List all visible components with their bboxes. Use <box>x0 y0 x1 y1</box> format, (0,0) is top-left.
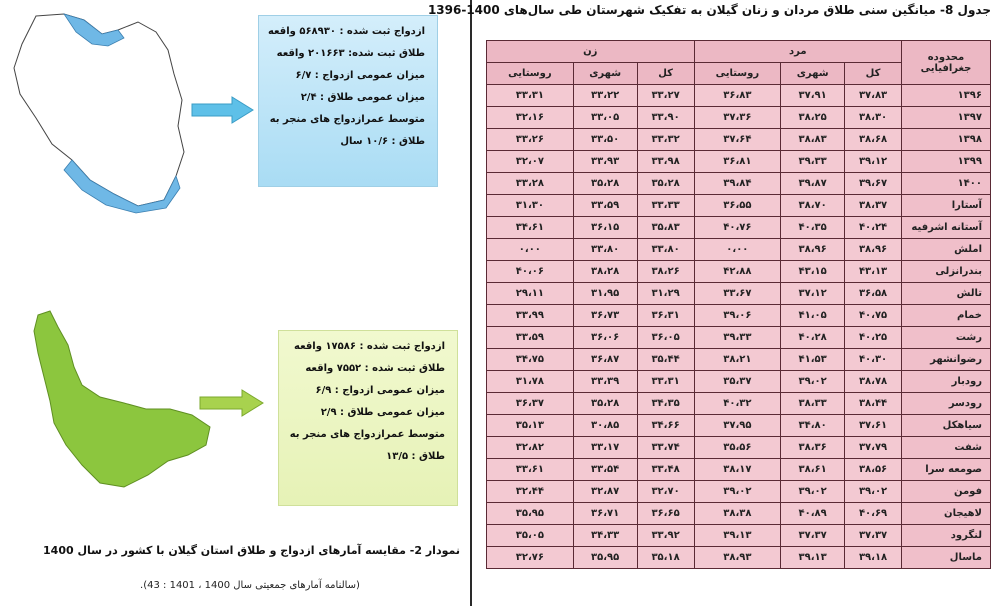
men-urban-cell: ۴۰،۲۸ <box>781 327 845 349</box>
men-urban-cell: ۳۷،۳۷ <box>781 525 845 547</box>
left-panel <box>0 0 470 606</box>
table-row <box>487 305 991 327</box>
region-cell: املش <box>902 239 991 261</box>
men-total-cell: ۳۹،۱۸ <box>845 547 902 569</box>
women-total-cell: ۳۳،۳۳ <box>637 195 694 217</box>
men-total-cell: ۴۰،۲۴ <box>845 217 902 239</box>
men-urban-cell: ۳۹،۰۲ <box>781 481 845 503</box>
table-row <box>487 283 991 305</box>
men-urban-cell: ۴۱،۵۳ <box>781 349 845 371</box>
stat-line: طلاق : ۱۰/۶ سال <box>340 136 425 147</box>
table-body <box>487 85 991 569</box>
table-row <box>487 327 991 349</box>
men-urban-cell: ۳۸،۸۳ <box>781 129 845 151</box>
table-row <box>487 459 991 481</box>
men-total-cell: ۳۷،۸۳ <box>845 85 902 107</box>
men-rural-cell: ۳۶،۸۱ <box>694 151 781 173</box>
men-total-cell: ۳۸،۴۴ <box>845 393 902 415</box>
men-rural-cell: ۳۸،۲۱ <box>694 349 781 371</box>
stat-line: طلاق : ۱۳/۵ <box>386 451 445 462</box>
stat-line: میزان عمومی طلاق : ۲/۹ <box>320 407 445 418</box>
women-urban-cell: ۳۵،۲۸ <box>573 393 637 415</box>
women-urban-cell: ۳۳،۵۰ <box>573 129 637 151</box>
table-row <box>487 261 991 283</box>
women-rural-cell: ۳۶،۳۷ <box>487 393 574 415</box>
region-cell: رودبار <box>902 371 991 393</box>
women-total-cell: ۳۵،۴۴ <box>637 349 694 371</box>
divorce-age-table <box>486 40 991 569</box>
men-rural-cell: ۳۷،۶۴ <box>694 129 781 151</box>
gilan-map <box>20 305 220 505</box>
stat-line: میزان عمومی طلاق : ۲/۴ <box>300 92 425 103</box>
men-rural-header: روستایی <box>694 63 781 85</box>
men-urban-header: شهری <box>781 63 845 85</box>
region-cell: آستانه اشرفیه <box>902 217 991 239</box>
women-rural-cell: ۳۴،۷۵ <box>487 349 574 371</box>
women-total-cell: ۳۶،۶۵ <box>637 503 694 525</box>
women-urban-cell: ۳۳،۸۰ <box>573 239 637 261</box>
men-rural-cell: ۳۵،۵۶ <box>694 437 781 459</box>
women-rural-cell: ۳۴،۶۱ <box>487 217 574 239</box>
stat-line: طلاق ثبت شده : ۷۵۵۲ واقعه <box>305 363 445 374</box>
men-rural-cell: ۴۰،۳۲ <box>694 393 781 415</box>
stat-line: ازدواج ثبت شده : ۵۶۸۹۳۰ واقعه <box>267 26 425 37</box>
region-cell: لنگرود <box>902 525 991 547</box>
men-urban-cell: ۴۳،۱۵ <box>781 261 845 283</box>
women-urban-cell: ۳۳،۰۵ <box>573 107 637 129</box>
table-title: جدول 8- میانگین سنی طلاق مردان و زنان گیلان به تفکیک شهرستان طی سال‌های 1400-1396 <box>427 3 991 17</box>
men-rural-cell: ۰،۰۰ <box>694 239 781 261</box>
men-urban-cell: ۴۰،۸۹ <box>781 503 845 525</box>
table-row <box>487 129 991 151</box>
men-total-cell: ۴۰،۶۹ <box>845 503 902 525</box>
men-total-cell: ۳۸،۹۶ <box>845 239 902 261</box>
region-cell: تالش <box>902 283 991 305</box>
men-urban-cell: ۳۹،۳۳ <box>781 151 845 173</box>
women-total-cell: ۳۳،۳۲ <box>637 129 694 151</box>
men-total-cell: ۳۷،۷۹ <box>845 437 902 459</box>
region-cell: رشت <box>902 327 991 349</box>
men-rural-cell: ۳۷،۹۵ <box>694 415 781 437</box>
men-total-cell: ۴۳،۱۳ <box>845 261 902 283</box>
women-total-cell: ۳۳،۹۲ <box>637 525 694 547</box>
men-urban-cell: ۳۹،۸۷ <box>781 173 845 195</box>
women-total-cell: ۳۳،۷۴ <box>637 437 694 459</box>
women-urban-cell: ۳۸،۲۸ <box>573 261 637 283</box>
region-cell: ۱۴۰۰ <box>902 173 991 195</box>
women-total-cell: ۳۲،۷۰ <box>637 481 694 503</box>
women-rural-cell: ۳۲،۰۷ <box>487 151 574 173</box>
table-row <box>487 415 991 437</box>
men-total-cell: ۳۷،۳۷ <box>845 525 902 547</box>
men-urban-cell: ۳۹،۱۳ <box>781 547 845 569</box>
stat-line: متوسط عمرازدواج های منجر به <box>289 429 445 440</box>
men-rural-cell: ۳۶،۵۵ <box>694 195 781 217</box>
men-rural-cell: ۳۵،۳۷ <box>694 371 781 393</box>
region-cell: شفت <box>902 437 991 459</box>
men-rural-cell: ۳۸،۹۳ <box>694 547 781 569</box>
women-rural-cell: ۳۳،۲۸ <box>487 173 574 195</box>
women-total-cell: ۳۶،۳۱ <box>637 305 694 327</box>
men-urban-cell: ۳۸،۳۶ <box>781 437 845 459</box>
women-rural-cell: ۳۵،۱۳ <box>487 415 574 437</box>
women-urban-cell: ۳۶،۱۵ <box>573 217 637 239</box>
women-urban-cell: ۳۳،۳۹ <box>573 371 637 393</box>
region-cell: خمام <box>902 305 991 327</box>
women-rural-cell: ۳۳،۳۱ <box>487 85 574 107</box>
women-total-header: کل <box>637 63 694 85</box>
women-urban-cell: ۳۱،۹۵ <box>573 283 637 305</box>
women-rural-cell: ۳۵،۹۵ <box>487 503 574 525</box>
women-urban-cell: ۳۶،۰۶ <box>573 327 637 349</box>
men-total-cell: ۳۶،۵۸ <box>845 283 902 305</box>
men-urban-cell: ۳۹،۰۲ <box>781 371 845 393</box>
men-rural-cell: ۳۸،۳۸ <box>694 503 781 525</box>
men-total-cell: ۳۸،۳۷ <box>845 195 902 217</box>
women-total-cell: ۳۳،۳۱ <box>637 371 694 393</box>
region-cell: لاهیجان <box>902 503 991 525</box>
stat-line: میزان عمومی ازدواج : ۶/۷ <box>295 70 425 81</box>
women-total-cell: ۳۱،۲۹ <box>637 283 694 305</box>
men-rural-cell: ۳۹،۳۳ <box>694 327 781 349</box>
men-rural-cell: ۳۹،۰۶ <box>694 305 781 327</box>
figure-source: (سالنامه آمارهای جمعیتی سال 1400 ، 1401 : 43). <box>140 580 360 591</box>
men-rural-cell: ۳۳،۶۷ <box>694 283 781 305</box>
table-row <box>487 503 991 525</box>
women-urban-cell: ۳۶،۷۳ <box>573 305 637 327</box>
men-total-cell: ۳۸،۶۸ <box>845 129 902 151</box>
men-urban-cell: ۳۸،۷۰ <box>781 195 845 217</box>
women-total-cell: ۳۳،۹۸ <box>637 151 694 173</box>
table-row <box>487 371 991 393</box>
men-rural-cell: ۳۹،۰۲ <box>694 481 781 503</box>
women-total-cell: ۳۴،۳۵ <box>637 393 694 415</box>
men-total-cell: ۳۹،۱۲ <box>845 151 902 173</box>
women-rural-cell: ۳۳،۵۹ <box>487 327 574 349</box>
women-total-cell: ۳۸،۲۶ <box>637 261 694 283</box>
women-urban-cell: ۳۵،۹۵ <box>573 547 637 569</box>
region-cell: صومعه سرا <box>902 459 991 481</box>
table-row <box>487 239 991 261</box>
stat-line: متوسط عمرازدواج های منجر به <box>269 114 425 125</box>
region-cell: ۱۳۹۸ <box>902 129 991 151</box>
stat-line: میزان عمومی ازدواج : ۶/۹ <box>315 385 445 396</box>
women-rural-cell: ۳۱،۳۰ <box>487 195 574 217</box>
women-total-cell: ۳۳،۲۷ <box>637 85 694 107</box>
men-urban-cell: ۳۷،۱۲ <box>781 283 845 305</box>
table-row <box>487 525 991 547</box>
stat-line: طلاق ثبت شده: ۲۰۱۶۶۳ واقعه <box>276 48 425 59</box>
arrow-right-icon <box>198 388 266 418</box>
men-urban-cell: ۳۷،۹۱ <box>781 85 845 107</box>
region-cell: ماسال <box>902 547 991 569</box>
women-urban-cell: ۳۶،۷۱ <box>573 503 637 525</box>
figure-caption: نمودار 2- مقایسه آمارهای ازدواج و طلاق استان گیلان با کشور در سال 1400 <box>43 544 460 557</box>
region-cell: رودسر <box>902 393 991 415</box>
women-rural-cell: ۳۲،۱۶ <box>487 107 574 129</box>
women-rural-cell: ۳۳،۹۹ <box>487 305 574 327</box>
table-row <box>487 173 991 195</box>
men-rural-cell: ۳۹،۸۴ <box>694 173 781 195</box>
region-cell: ۱۳۹۷ <box>902 107 991 129</box>
stat-line: ازدواج ثبت شده : ۱۷۵۸۶ واقعه <box>294 341 445 352</box>
gilan-stats-box <box>278 330 458 506</box>
region-cell: ۱۳۹۹ <box>902 151 991 173</box>
region-cell: رضوانشهر <box>902 349 991 371</box>
men-rural-cell: ۴۲،۸۸ <box>694 261 781 283</box>
table-row <box>487 85 991 107</box>
women-urban-cell: ۳۴،۳۳ <box>573 525 637 547</box>
women-urban-cell: ۳۰،۸۵ <box>573 415 637 437</box>
table-row <box>487 195 991 217</box>
region-cell: ۱۳۹۶ <box>902 85 991 107</box>
women-rural-cell: ۳۲،۸۲ <box>487 437 574 459</box>
men-rural-cell: ۳۹،۱۳ <box>694 525 781 547</box>
men-group-header: مرد <box>694 41 901 63</box>
men-urban-cell: ۳۸،۳۳ <box>781 393 845 415</box>
region-cell: آستارا <box>902 195 991 217</box>
women-urban-cell: ۳۳،۲۲ <box>573 85 637 107</box>
women-rural-cell: ۳۳،۲۶ <box>487 129 574 151</box>
women-rural-cell: ۰،۰۰ <box>487 239 574 261</box>
women-urban-cell: ۳۳،۹۳ <box>573 151 637 173</box>
women-urban-cell: ۳۳،۵۴ <box>573 459 637 481</box>
women-total-cell: ۳۳،۹۰ <box>637 107 694 129</box>
table-row <box>487 151 991 173</box>
women-rural-cell: ۲۹،۱۱ <box>487 283 574 305</box>
region-header: محدوده جغرافیایی <box>902 41 991 85</box>
women-group-header: زن <box>487 41 695 63</box>
arrow-right-icon <box>190 95 256 125</box>
men-total-cell: ۳۸،۳۰ <box>845 107 902 129</box>
women-total-cell: ۳۳،۴۸ <box>637 459 694 481</box>
right-panel <box>427 0 999 606</box>
women-rural-cell: ۳۲،۷۶ <box>487 547 574 569</box>
men-urban-cell: ۳۴،۸۰ <box>781 415 845 437</box>
women-total-cell: ۳۵،۸۳ <box>637 217 694 239</box>
women-rural-cell: ۳۱،۷۸ <box>487 371 574 393</box>
region-cell: فومن <box>902 481 991 503</box>
women-total-cell: ۳۴،۶۶ <box>637 415 694 437</box>
men-urban-cell: ۴۱،۰۵ <box>781 305 845 327</box>
table-row <box>487 349 991 371</box>
men-total-cell: ۴۰،۲۵ <box>845 327 902 349</box>
women-urban-cell: ۳۳،۱۷ <box>573 437 637 459</box>
men-urban-cell: ۳۸،۶۱ <box>781 459 845 481</box>
men-total-header: کل <box>845 63 902 85</box>
women-urban-cell: ۳۶،۸۷ <box>573 349 637 371</box>
men-total-cell: ۳۹،۶۷ <box>845 173 902 195</box>
table-row <box>487 217 991 239</box>
men-urban-cell: ۳۸،۹۶ <box>781 239 845 261</box>
women-rural-header: روستایی <box>487 63 574 85</box>
men-total-cell: ۳۹،۰۲ <box>845 481 902 503</box>
men-total-cell: ۳۸،۵۶ <box>845 459 902 481</box>
women-urban-cell: ۳۵،۲۸ <box>573 173 637 195</box>
women-urban-cell: ۳۳،۵۹ <box>573 195 637 217</box>
table-row <box>487 437 991 459</box>
men-rural-cell: ۳۷،۳۶ <box>694 107 781 129</box>
women-total-cell: ۳۵،۱۸ <box>637 547 694 569</box>
women-urban-header: شهری <box>573 63 637 85</box>
women-rural-cell: ۳۳،۶۱ <box>487 459 574 481</box>
women-total-cell: ۳۳،۸۰ <box>637 239 694 261</box>
women-rural-cell: ۳۲،۴۴ <box>487 481 574 503</box>
men-urban-cell: ۳۸،۲۵ <box>781 107 845 129</box>
region-cell: بندرانزلی <box>902 261 991 283</box>
men-urban-cell: ۴۰،۳۵ <box>781 217 845 239</box>
women-rural-cell: ۴۰،۰۶ <box>487 261 574 283</box>
men-total-cell: ۴۰،۷۵ <box>845 305 902 327</box>
table-row <box>487 547 991 569</box>
table-row <box>487 481 991 503</box>
table-row <box>487 393 991 415</box>
women-total-cell: ۳۶،۰۵ <box>637 327 694 349</box>
men-rural-cell: ۳۸،۱۷ <box>694 459 781 481</box>
iran-map <box>6 10 191 215</box>
region-cell: سیاهکل <box>902 415 991 437</box>
women-total-cell: ۳۵،۲۸ <box>637 173 694 195</box>
men-total-cell: ۳۷،۶۱ <box>845 415 902 437</box>
table-row <box>487 107 991 129</box>
men-total-cell: ۴۰،۳۰ <box>845 349 902 371</box>
women-rural-cell: ۳۵،۰۵ <box>487 525 574 547</box>
men-rural-cell: ۳۶،۸۳ <box>694 85 781 107</box>
women-urban-cell: ۳۲،۸۷ <box>573 481 637 503</box>
iran-stats-box <box>258 15 438 187</box>
men-rural-cell: ۴۰،۷۶ <box>694 217 781 239</box>
men-total-cell: ۳۸،۷۸ <box>845 371 902 393</box>
